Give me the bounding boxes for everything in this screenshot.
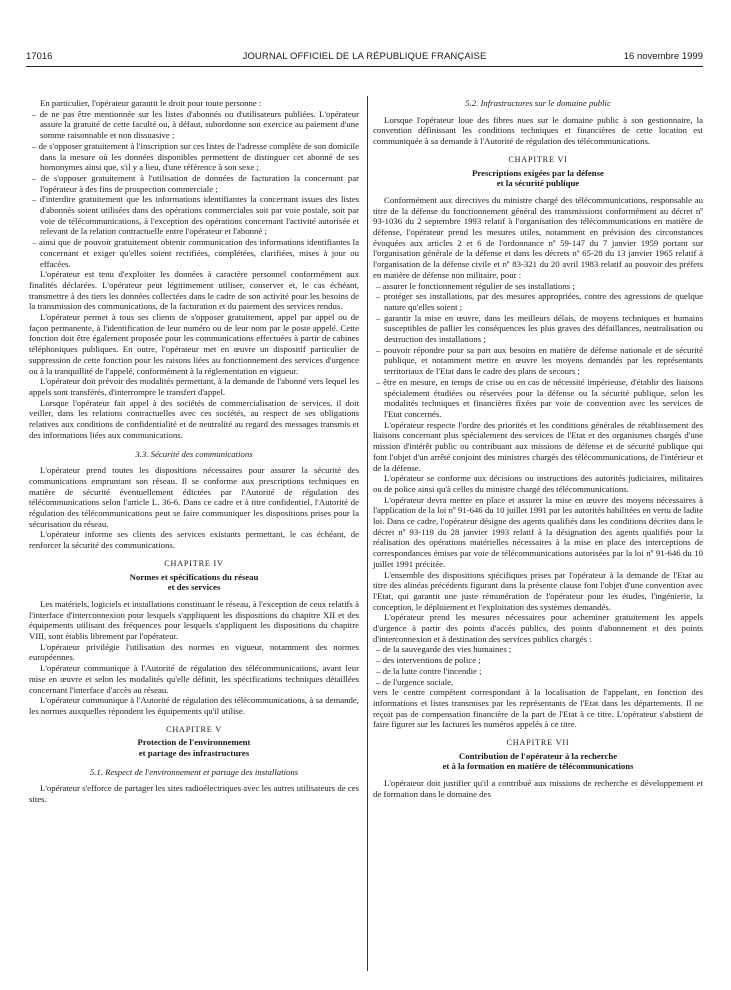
paragraph: L'opérateur doit justifier qu'il a contribué aux missions de recherche et développement et de formation dans le domaine des — [373, 778, 703, 799]
paragraph: L'opérateur respecte l'ordre des priorités et les conditions générales de rétablissement des liaisons concernant plus spécialement des services de l'Etat et des organismes chargés d'une mission d'intérêt public ou contribuant aux missions de défense et de sécurité publique qui font l'objet d'un arrêté conjoint des ministres chargés des télécommunications, de l'intérieur et de la défense. — [373, 419, 703, 473]
list-item: – de la lutte contre l'incendie ; — [376, 665, 482, 676]
paragraph: Lorsque l'opérateur fait appel à des sociétés de commercialisation de services, il doit veiller, dans les relations contractuelles avec ces sociétés, au respect de ses obligations relatives aux conditions de confidentialité et de neutralité au regard des messages transmis et des informations liées aux communications. — [29, 397, 359, 440]
paragraph: L'opérateur doit prévoir des modalités permettant, à la demande de l'abonné vers lequel les appels sont transférés, d'interrompre le transfert d'appel. — [29, 376, 359, 397]
page-header — [26, 50, 703, 64]
list-item: – pouvoir répondre pour sa part aux besoins en matière de défense nationale et de sécurité publique, et notamment mettre en œuvre les moyens demandés par les représentants territoriaux de l'Etat dans le cadre des plans de secours ; — [376, 344, 703, 377]
chapter-label: CHAPITRE VI — [508, 154, 568, 164]
list-item: – de l'urgence sociale, — [376, 676, 454, 687]
chapter-label: CHAPITRE V — [166, 724, 222, 734]
paragraph: L'opérateur devra mettre en place et assurer la mise en œuvre des moyens nécessaires à l'application de la loi nº 91-646 du 10 juillet 1991 par les autorités habilitées en vertu de ladite loi. Dans ce cadre, l'opérateur désigne des agents qualifiés dans les conditions décrites dans le décret nº 93-119 du 28 janvier 1993 relatif à la désignation des agents qualifiés pour la réalisation des opérations matérielles nécessaires à la mise en place des interceptions de correspondances émises par voie de télécommunications autorisées par la loi nº 91-646 du 10 juillet 1991 précitée. — [373, 494, 703, 569]
list-item: – de s'opposer gratuitement à l'utilisation de données de facturation la concernant par l'opérateur à des fins de prospection commerciale ; — [32, 172, 359, 194]
list-item: – être en mesure, en temps de crise ou en cas de nécessité impérieuse, d'établir des liaisons spécialement étudiées ou réservées pour la défense ou la sécurité publique, selon les modalités techniques et financières fixées par voie de convention avec les services de l'Etat concernés. — [376, 376, 703, 419]
chapter-title-line: et des services — [167, 582, 221, 593]
chapter-title-line: Protection de l'environnement — [137, 737, 251, 748]
chapter-title-line: Normes et spécifications du réseau — [129, 571, 259, 582]
section-heading: 3.3. Sécurité des communications — [135, 448, 253, 459]
journal-title: JOURNAL OFFICIEL DE LA RÉPUBLIQUE FRANÇAISE — [242, 51, 487, 62]
chapter-title — [373, 168, 703, 189]
paragraph: L'opérateur est tenu d'exploiter les données à caractère personnel conformément aux finalités déclarées. L'opérateur peut légitimement utiliser, conserver et, le cas échéant, transmettre à des tiers les données collectées dans le cadre de son activité pour les besoins de la transmission des communications, de la facturation et du paiement des services rendus. — [29, 269, 359, 312]
list-item: – garantir la mise en œuvre, dans les meilleurs délais, de moyens techniques et humains susceptibles de pallier les conséquences les plus graves des défaillances, neutralisation ou destruction des installations ; — [376, 312, 703, 345]
paragraph: L'opérateur privilégie l'utilisation des normes en vigueur, notamment des normes européennes. — [29, 641, 359, 663]
left-column — [29, 98, 359, 805]
chapter-title-line: Prescriptions exigées par la défense — [472, 167, 604, 178]
chapter-title-line: et la sécurité publique — [496, 178, 580, 189]
header-rule — [26, 66, 703, 67]
list-item: – de ne pas être mentionnée sur les listes d'abonnés ou d'utilisateurs publiées. L'opérateur assure la gratuité de cette faculté ou, à défaut, subordonne son exercice au paiement d'une somme raisonnable et non dissuasive ; — [32, 108, 359, 141]
paragraph: En particulier, l'opérateur garantit le droit pour toute personne : — [40, 98, 262, 108]
chapter-title — [29, 737, 359, 758]
list-item: – des interventions de police ; — [376, 655, 481, 666]
column-divider — [367, 96, 368, 971]
chapter-title-line: Contribution de l'opérateur à la recherche — [458, 750, 618, 761]
paragraph: L'opérateur informe ses clients des services existants permettant, le cas échéant, de renforcer la sécurité des communications. — [29, 529, 359, 551]
right-column — [373, 98, 703, 800]
list-item: – protéger ses installations, par des mesures appropriées, contre des agressions de quelque nature qu'elles soient ; — [376, 291, 703, 312]
list-item: – assurer le fonctionnement régulier de ses installations ; — [376, 280, 575, 291]
issue-date: 16 novembre 1999 — [623, 51, 703, 62]
paragraph: L'opérateur permet à tous ses clients de s'opposer gratuitement, appel par appel ou de façon permanente, à l'identification de leur numéro ou de leur nom par le poste appelé. Cette fonction doit être également proposée pour les communications effectuées à partir de cabines téléphoniques publiques. En outre, l'opérateur met en œuvre un dispositif particulier de suppression de cette fonction pour les raisons liées au fonctionnement des services d'urgence ou à la tranquillité de l'appelé, conformément à la réglementation en vigueur. — [29, 312, 359, 376]
section-heading: 5.1. Respect de l'environnement et partage des installations — [89, 766, 299, 777]
paragraph: L'opérateur s'efforce de partager les sites radioélectriques avec les autres utilisateurs de ces sites. — [29, 783, 359, 805]
paragraph: L'opérateur prend les mesures nécessaires pour acheminer gratuitement les appels d'urgence à partir des points d'accès publics, des points d'abonnement et des points d'interconnexion et à destination des services publics chargés : — [373, 612, 703, 644]
paragraph: L'opérateur communique à l'Autorité de régulation des télécommunications, avant leur mise en œuvre et selon les modalités qu'elle définit, les spécifications techniques détaillées concernant l'interface d'accès au réseau. — [29, 663, 359, 695]
chapter-label: CHAPITRE IV — [164, 558, 224, 568]
page-number: 17016 — [26, 51, 53, 62]
paragraph: vers le centre compétent correspondant à la localisation de l'appelant, en fonction des informations et listes transmises par les représentants de l'Etat dans les départements. Il ne reçoit pas de compensation financière de la part de l'Etat à ce titre. L'opérateur s'abstient de faire figurer sur les factures les numéros appelés à ce titre. — [373, 687, 703, 730]
list-item: – d'interdire gratuitement que les informations identifiantes la concernant issues des listes d'abonnés soient utilisées dans des opérations commerciales soit par voie postale, soit par voie de télécommunications, à l'exception des opérations concernant l'activité autorisée et relevant de la relation contractuelle entre l'opérateur et l'abonné ; — [32, 194, 359, 237]
list-item: – de s'opposer gratuitement à l'inscription sur ces listes de l'adresse complète de son domicile dans la mesure où les données disponibles permettent de distinguer cet abonné de ses homonymes ainsi que, s'il y a lieu, d'une référence à son sexe ; — [32, 140, 359, 173]
paragraph: L'opérateur prend toutes les dispositions nécessaires pour assurer la sécurité des communications empruntant son réseau. Il se conforme aux prescriptions techniques en matière de sécurité éventuellement édictées par l'Autorité de régulation des télécommunications selon l'article L. 36-6. Dans ce cadre et à titre confidentiel, l'Autorité de régulation des télécommunications peut se faire communiquer les dispositions prises pour la sécurisation du réseau. — [29, 465, 359, 529]
paragraph: Les matériels, logiciels et installations constituant le réseau, à l'exception de ceux relatifs à l'interface d'interconnexion pour lesquels s'appliquent les dispositions du chapitre XII et des équipements utilisant des fréquences pour lesquels s'appliquent les dispositions du chapitre VIII, sont établis librement par l'opérateur. — [29, 598, 359, 642]
chapter-title — [29, 572, 359, 593]
paragraph: L'opérateur communique à l'Autorité de régulation des télécommunications, à sa demande, les normes auxquelles répondent les équipements qu'il utilise. — [29, 695, 359, 716]
list-item: – de la sauvegarde des vies humaines ; — [376, 644, 512, 655]
paragraph: Conformément aux directives du ministre chargé des télécommunications, responsable au titre de la défense du fonctionnement général des transmissions conformément au décret nº 93-1036 du 2 septembre 1993 relatif à l'organisation des télécommunications en matière de défense, l'opérateur prend les mesures utiles, notamment en prévision des circonstances évoquées aux articles 2 et 6 de l'ordonnance nº 59-147 du 7 janvier 1959 portant sur l'organisation générale de la défense et dans les décrets nº 65-28 du 13 janvier 1965 relatif à l'organisation de la défense civile et nº 83-321 du 20 avril 1983 relatif au pouvoir des préfets en matière de défense non militaire, pour : — [373, 194, 703, 280]
chapter-title — [373, 751, 703, 772]
list-item: – ainsi que de pouvoir gratuitement obtenir communication des informations identifiantes la concernant et exiger qu'elles soient rectifiées, complétées, clarifiées, mises à jour ou effacées. — [32, 237, 359, 269]
chapter-label: CHAPITRE VII — [506, 738, 570, 748]
section-heading: 5.2. Infrastructures sur le domaine public — [465, 98, 611, 108]
chapter-title-line: et partage des infrastructures — [138, 748, 250, 759]
paragraph: L'ensemble des dispositions spécifiques prises par l'opérateur à la demande de l'Etat au titre des alinéas précédents figurant dans la présente clause font l'objet d'une convention avec l'Etat, qui garantit une juste rémunération de l'opérateur pour les études, l'ingénierie, la conception, le déploiement et l'exploitation des systèmes demandés. — [373, 569, 703, 612]
chapter-title-line: et à la formation en matière de télécommunications — [442, 761, 634, 772]
paragraph: Lorsque l'opérateur loue des fibres nues sur le domaine public à son gestionnaire, la convention définissant les conditions techniques et financières de cette location est communiquée à sa demande à l'Autorité de régulation des télécommunications. — [373, 114, 703, 147]
paragraph: L'opérateur se conforme aux décisions ou instructions des autorités judiciaires, militaires ou de police ainsi qu'à celles du ministre chargé des télécommunications. — [373, 473, 703, 494]
